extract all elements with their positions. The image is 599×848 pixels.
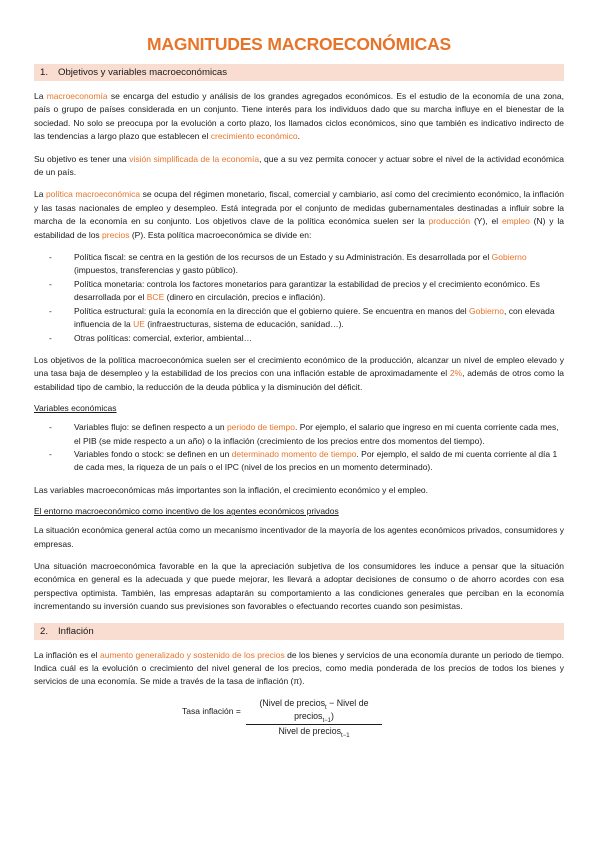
highlight-term: precios bbox=[102, 229, 130, 240]
highlight-term: política macroeconómica bbox=[45, 189, 141, 200]
section-label: Objetivos y variables macroeconómicas bbox=[58, 67, 228, 78]
highlight-term: empleo bbox=[501, 216, 530, 227]
paragraph-variables-importantes: Las variables macroeconómicas más importantes son la inflación, el crecimiento económico y el empleo. bbox=[34, 484, 429, 495]
subheading-variables: Variables económicas bbox=[34, 403, 117, 414]
list-item: - Política fiscal: se centra en la gestión de los recursos de un Estado y su Administración. Es desarrollada por el Gobierno (impuestos, transferencias y gasto público). bbox=[49, 252, 527, 276]
formula-numerator: (Nivel de precios$_t$ − Nivel de precios$_{t-1}$) bbox=[246, 698, 382, 726]
list-item: - Otras políticas: comercial, exterior, ambiental… bbox=[49, 332, 253, 343]
paragraph-objetivos-politica: Los objetivos de la política macroeconómica suelen ser el crecimiento económico de la producción, alcanzar un nivel de empleo elevado y una tasa baja de desempleo y la estabilidad de los precios con una inflación estable de aproximadamente el 2%, además de otros como la estabilidad tipo de cambio, la reducción de la deuda pública y la disminución del déficit. bbox=[34, 354, 564, 392]
section-label: Inflación bbox=[58, 625, 94, 637]
highlight-term: 2% bbox=[449, 368, 463, 379]
section-header-objetivos bbox=[34, 64, 564, 81]
subheading-entorno: El entorno macroeconómico como incentivo de los agentes económicos privados bbox=[34, 506, 339, 517]
section-number: 2. bbox=[40, 625, 49, 637]
paragraph-inflacion: La inflación es el aumento generalizado y sostenido de los precios de los bienes y servicios de una economía durante un periodo de tiempo. Indica cuál es la evolución o crecimiento del nivel general de los precios, como media ponderada de los precios de todos los bienes y servicios de una economía. Se mide a través de la tasa de inflación (π). bbox=[34, 649, 564, 687]
section-number: 1. bbox=[40, 67, 49, 78]
document-page bbox=[34, 34, 564, 740]
document-title: MAGNITUDES MACROECONÓMICAS bbox=[147, 34, 451, 54]
highlight-term: visión simplificada de la economía bbox=[129, 153, 260, 164]
list-politicas bbox=[34, 251, 564, 345]
highlight-term: crecimiento económico bbox=[210, 131, 298, 142]
highlight-term: aumento generalizado y sostenido de los precios bbox=[99, 649, 285, 660]
formula-lhs: Tasa inflación = bbox=[182, 705, 241, 716]
paragraph-macroeconomia: La macroeconomía se encarga del estudio y análisis de los grandes agregados económicos. Es el estudio de la economía de una zona, país o grupo de países considerada en un conjunto. Tiene interés para los individuos dado que su marcha influye en el bienestar de la sociedad. No solo se preocupa por la evolución a corto plazo, los llamados ciclos económicos, sino que también es indicativo indirecto de las tendencias a largo plazo que establecen el crecimiento económico. bbox=[34, 91, 564, 142]
list-item: - Variables fondo o stock: se definen en un determinado momento de tiempo. Por ejemplo, el saldo de mi cuenta corriente al día 1 de cada mes, la riqueza de un país o el IPC (nivel de los precios en un momento determinado). bbox=[49, 448, 558, 473]
list-variables bbox=[34, 421, 564, 475]
list-item: - Política monetaria: controla los factores monetarios para garantizar la estabilidad de precios y el crecimiento económico. Es desarrollada por el BCE (dinero en circulación, precios e inflación). bbox=[49, 278, 540, 303]
paragraph-objetivo: Su objetivo es tener una visión simplificada de la economía, que a su vez permita conocer y actuar sobre el nivel de la actividad económica de un país. bbox=[34, 153, 564, 178]
paragraph-situacion: La situación económica general actúa como un mecanismo incentivador de la mayoría de los agentes económicos privados, consumidores y empresas. bbox=[34, 525, 564, 549]
list-item: - Variables flujo: se definen respecto a un periodo de tiempo. Por ejemplo, el salario que ingreso en mi cuenta corriente cada mes, el PIB (se mide respecto a un año) o la inflación (crecimiento de los precios entre dos momentos del tiempo). bbox=[49, 422, 559, 446]
highlight-term: producción bbox=[428, 216, 471, 227]
formula-denominator: Nivel de precios$_{t-1}$ bbox=[278, 726, 350, 740]
highlight-term: macroeconomía bbox=[46, 91, 108, 101]
formula-fraction bbox=[246, 698, 382, 739]
inflation-formula bbox=[34, 697, 564, 740]
section-header-inflacion bbox=[34, 623, 564, 640]
list-item: - Política estructural: guía la economía en la dirección que el gobierno quiere. Se encuentra en manos del Gobierno, con elevada influencia de la UE (infraestructuras, sistema de educación, sanidad…). bbox=[49, 305, 555, 330]
paragraph-situacion-favorable: Una situación macroeconómica favorable en la que la apreciación subjetiva de los consumidores les induce a pensar que la situación económica en general es la adecuada y que puede mejorar, les llevará a adoptar decisiones de consumo o de ahorro acordes con esa perspectiva optimista. También, las empresas adaptarán su comportamiento a las condiciones generales que perciban en la economía incrementando su inversión cuando sus previsiones son favorables o efectuando recortes cuando son pesimistas. bbox=[34, 560, 564, 612]
paragraph-politica-macro: La política macroeconómica se ocupa del régimen monetario, fiscal, comercial y cambiario, así como del crecimiento económico, la inflación y las tasas nacionales de empleo y desempleo. Está integrada por el conjunto de medidas gubernamentales destinadas a influir sobre la marcha de la economía en su conjunto. Los objetivos clave de la política económica suelen ser la producción (Y), el empleo (N) y la estabilidad de los precios (P). Esta política macroeconómica se divide en: bbox=[34, 189, 564, 240]
